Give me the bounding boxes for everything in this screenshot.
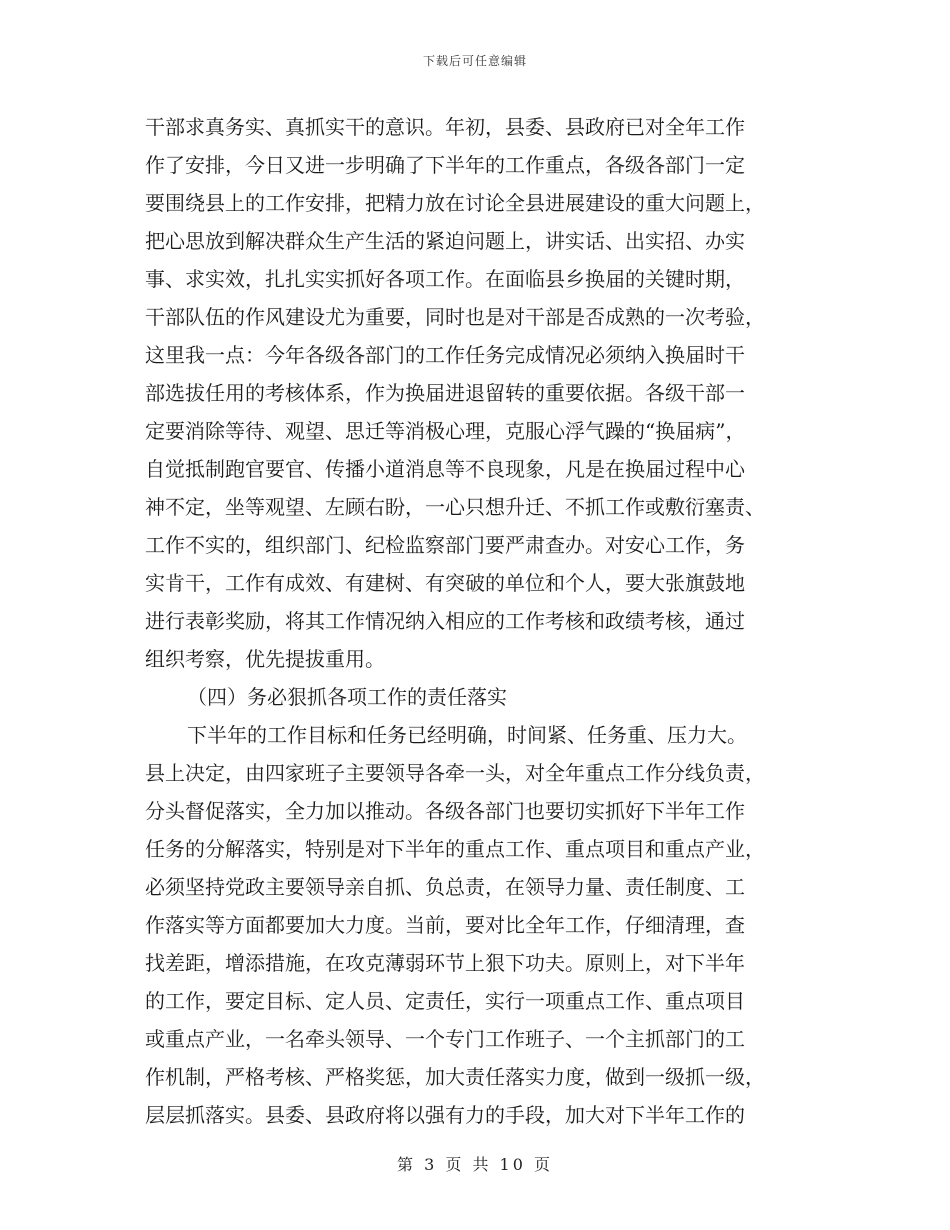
body-line: 作了安排，今日又进一步明确了下半年的工作重点，各级各部门一定: [145, 153, 745, 177]
body-line: 任务的分解落实，特别是对下半年的重点工作、重点项目和重点产业，: [145, 837, 765, 861]
paragraph-first-line: 下半年的工作目标和任务已经明确，时间紧、任务重、压力大。: [187, 723, 747, 747]
page-number-footer: 第 3 页 共 10 页: [397, 1155, 553, 1174]
document-body: [145, 108, 807, 1134]
body-line: 或重点产业，一名牵头领导、一个专门工作班子、一个主抓部门的工: [145, 1027, 745, 1051]
body-line: 组织考察，优先提拔重用。: [145, 647, 385, 671]
body-line: 分头督促落实，全力加以推动。各级各部门也要切实抓好下半年工作: [145, 799, 745, 823]
body-line: 神不定，坐等观望、左顾右盼，一心只想升迁、不抓工作或敷衍塞责、: [145, 495, 765, 519]
body-line: 事、求实效，扎扎实实抓好各项工作。在面临县乡换届的关键时期，: [145, 267, 745, 291]
body-line: 干部队伍的作风建设尤为重要，同时也是对干部是否成熟的一次考验，: [145, 305, 765, 329]
body-line: 部选拔任用的考核体系，作为换届进退留转的重要依据。各级干部一: [145, 381, 745, 405]
body-line: 自觉抵制跑官要官、传播小道消息等不良现象，凡是在换届过程中心: [145, 457, 745, 481]
body-line: 定要消除等待、观望、思迁等消极心理，克服心浮气躁的“换届病”，: [145, 419, 746, 443]
body-line: 的工作，要定目标、定人员、定责任，实行一项重点工作、重点项目: [145, 989, 745, 1013]
body-line: 这里我一点：今年各级各部门的工作任务完成情况必须纳入换届时干: [145, 343, 745, 367]
body-line: 干部求真务实、真抓实干的意识。年初，县委、县政府已对全年工作: [145, 115, 745, 139]
body-line: 层层抓落实。县委、县政府将以强有力的手段，加大对下半年工作的: [145, 1103, 745, 1127]
body-line: 工作不实的，组织部门、纪检监察部门要严肃查办。对安心工作，务: [145, 533, 745, 557]
body-line: 找差距，增添措施，在攻克薄弱环节上狠下功夫。原则上，对下半年: [145, 951, 745, 975]
body-line: 作机制，严格考核、严格奖惩，加大责任落实力度，做到一级抓一级，: [145, 1065, 765, 1089]
body-line: 进行表彰奖励，将其工作情况纳入相应的工作考核和政绩考核，通过: [145, 609, 745, 633]
body-line: 要围绕县上的工作安排，把精力放在讨论全县进展建设的重大问题上，: [145, 191, 765, 215]
section-heading: （四）务必狠抓各项工作的责任落实: [187, 685, 507, 709]
body-line: 实肯干，工作有成效、有建树、有突破的单位和个人，要大张旗鼓地: [145, 571, 745, 595]
page-header: 下载后可任意编辑: [422, 54, 527, 68]
body-line: 作落实等方面都要加大力度。当前，要对比全年工作，仔细清理，查: [145, 913, 745, 937]
body-line: 必须坚持党政主要领导亲自抓、负总责，在领导力量、责任制度、工: [145, 875, 745, 899]
body-line: 把心思放到解决群众生产生活的紧迫问题上，讲实话、出实招、办实: [145, 229, 745, 253]
body-line: 县上决定，由四家班子主要领导各牵一头，对全年重点工作分线负责，: [145, 761, 765, 785]
